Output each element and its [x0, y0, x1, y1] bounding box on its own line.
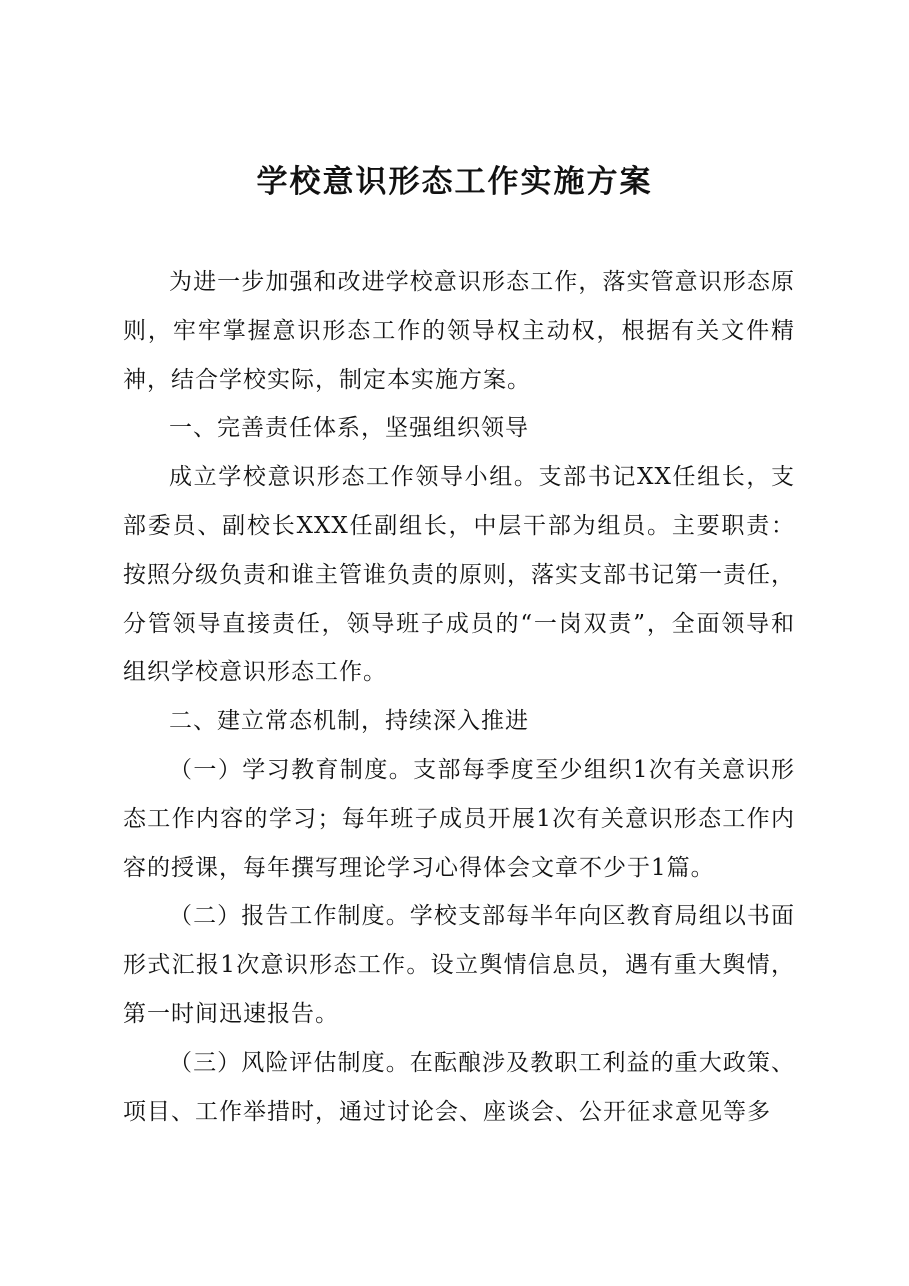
section-heading-2: 二、建立常态机制，持续深入推进 — [169, 708, 529, 735]
paragraph-report-system: （二）报告工作制度。学校支部每半年向区教育局组以书面形式汇报1次意识形态工作。设立舆情信息员，遇有重大舆情，第一时间迅速报告。 — [123, 903, 795, 1027]
paragraph-leadership-group: 成立学校意识形态工作领导小组。支部书记XX任组长，支部委员、副校长XXX任副组长，中层干部为组员。主要职责：按照分级负责和谁主管谁负责的原则，落实支部书记第一责任，分管领导直接责任，领导班子成员的“一岗双责”，全面领导和组织学校意识形态工作。 — [123, 464, 795, 686]
section-heading-1: 一、完善责任体系，坚强组织领导 — [169, 415, 529, 442]
paragraph-risk-system: （三）风险评估制度。在酝酿涉及教职工利益的重大政策、项目、工作举措时，通过讨论会、座谈会、公开征求意见等多 — [123, 1049, 795, 1125]
paragraph-study-system: （一）学习教育制度。支部每季度至少组织1次有关意识形态工作内容的学习；每年班子成员开展1次有关意识形态工作内容的授课，每年撰写理论学习心得体会文章不少于1篇。 — [123, 756, 795, 881]
document-body — [123, 258, 795, 1136]
paragraph-intro: 为进一步加强和改进学校意识形态工作，落实管意识形态原则，牢牢掌握意识形态工作的领导权主动权，根据有关文件精神，结合学校实际，制定本实施方案。 — [123, 269, 795, 393]
document-title: 学校意识形态工作实施方案 — [256, 164, 653, 200]
